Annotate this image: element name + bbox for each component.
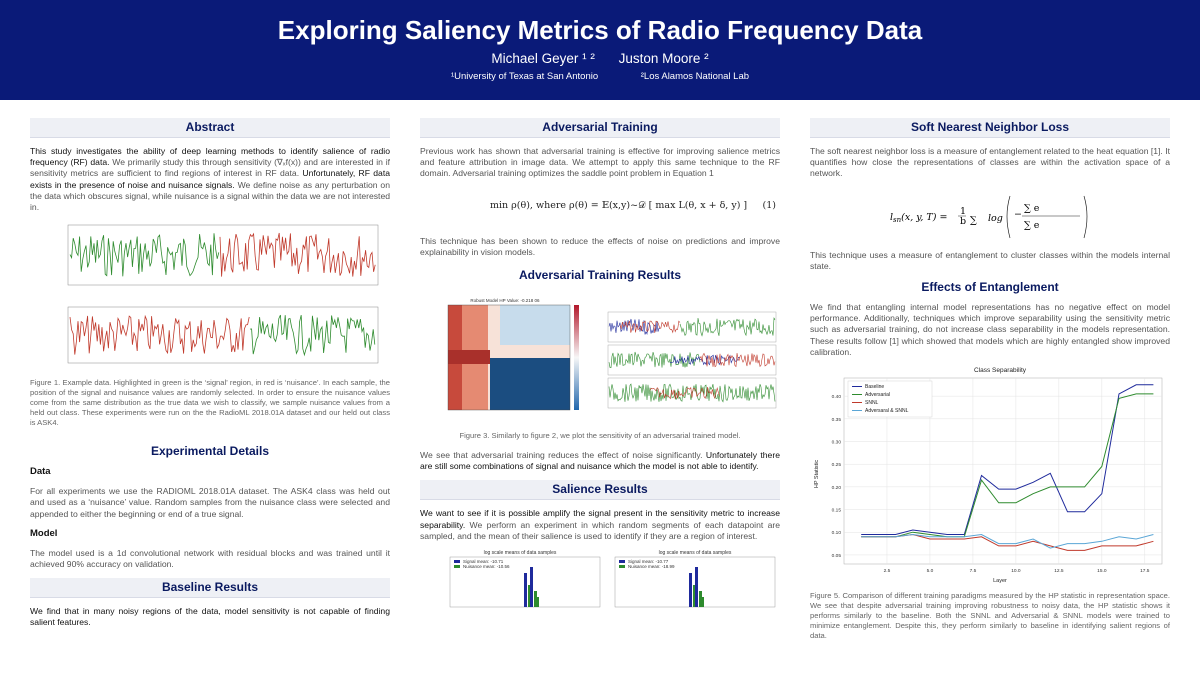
green-trace bbox=[680, 318, 775, 336]
entanglement-text: We find that entangling internal model representations has no negative effect on model performance. Additionally, techniques which improve separability using the sensitivity metric such as adversarial training, do not increase class separability in the models representation. These results follow [1] which showed that models which are highly entangled show improved calibration. bbox=[810, 302, 1170, 357]
abstract-text: This study investigates the ability of deep learning methods to identify salience of radio frequency (RF) data. We primarily study this through sensitivity (∇ₓf(x)) and are interested in if sensitivity metrics are sufficient to find regions of interest in RF data. Unfortunately, RF data exists in the presence of noise and nuisance signals. We define noise as any perturbation on the data which obscures signal, while nuisance is a signal within the data we are not interested in. bbox=[30, 146, 390, 213]
example-plot-2 bbox=[68, 307, 378, 363]
snnl-eq-minus: − bbox=[1014, 208, 1022, 220]
equation-body: min ρ(θ), where ρ(θ) = 𝔼(x,y)~𝒟 [ max L(θ, x + δ, y) ] bbox=[490, 199, 748, 211]
green-trace bbox=[609, 352, 700, 368]
histogram-bar bbox=[530, 567, 533, 607]
y-tick-label: 0.05 bbox=[831, 553, 841, 559]
salience-heading: Salience Results bbox=[420, 480, 780, 500]
y-tick-label: 0.10 bbox=[831, 531, 841, 537]
legend-label: Baseline bbox=[865, 384, 885, 391]
x-tick-label: 7.5 bbox=[969, 569, 977, 575]
snnl-heading: Soft Nearest Neighbor Loss bbox=[810, 118, 1170, 138]
author-2: Juston Moore ² bbox=[618, 51, 709, 66]
salience-text: We want to see if it is possible amplify the signal present in the sensitivity metric to increase separability. We perform an experiment in which random segments of each datapoint are sampled, and the mean of their salience is used to identify if they are a region of interest. bbox=[420, 508, 780, 541]
baseline-heading: Baseline Results bbox=[30, 578, 390, 598]
model-text: The model used is a 1d convolutional network with residual blocks and was trained until it achieved 90% accuracy on validation. bbox=[30, 547, 390, 570]
affiliation-2: ²Los Alamos National Lab bbox=[640, 71, 750, 82]
nuisance-trace bbox=[220, 233, 375, 277]
legend-swatch-signal bbox=[454, 560, 460, 563]
snnl-eq-numerator: ∑ e bbox=[1024, 202, 1040, 214]
y-tick-label: 0.25 bbox=[831, 463, 841, 469]
author-1: Michael Geyer ¹ ² bbox=[491, 51, 595, 66]
baseline-text: We find that in many noisy regions of the data, model sensitivity is not capable of finding salient features. bbox=[30, 606, 390, 628]
legend-label: SNNL bbox=[865, 400, 879, 407]
x-tick-label: 12.5 bbox=[1054, 569, 1064, 575]
poster-title: Exploring Saliency Metrics of Radio Frequency Data bbox=[277, 15, 923, 45]
snnl-equation bbox=[810, 186, 1170, 244]
sensitivity-heatmap bbox=[448, 298, 579, 410]
histogram-2-signal-label: Signal mean: -10.77 bbox=[628, 559, 669, 565]
snnl-text-2: This technique uses a measure of entanglement to cluster classes within the models internal state. bbox=[810, 249, 1170, 271]
plot-2-frame bbox=[68, 307, 378, 363]
figure-1-signal-plots bbox=[30, 223, 390, 371]
x-tick-label: 15.0 bbox=[1097, 569, 1107, 575]
histogram-1-title: log scale means of data samples bbox=[483, 550, 557, 557]
heatmap-title: Robust Model HP Value: -0.218 06 bbox=[470, 298, 540, 304]
adv-results-text: We see that adversarial training reduces the effect of noise significantly. Unfortunately there are still some combinations of signal and nuisance which the model is not able to identify. bbox=[420, 450, 780, 472]
histogram-2 bbox=[615, 550, 775, 607]
y-tick-label: 0.35 bbox=[831, 417, 841, 423]
legend-label: Adversarial bbox=[865, 392, 891, 399]
histogram-2-nuisance-label: Nuisance mean: -18.99 bbox=[628, 564, 675, 570]
y-tick-label: 0.20 bbox=[831, 485, 841, 491]
snnl-eq-right-paren bbox=[1084, 196, 1087, 238]
signal-trace bbox=[250, 315, 375, 355]
green-trace bbox=[609, 384, 775, 402]
legend-swatch-signal bbox=[619, 560, 625, 563]
signal-trace bbox=[70, 234, 219, 277]
heatmap-colorbar bbox=[574, 305, 579, 410]
y-tick-label: 0.15 bbox=[831, 508, 841, 514]
column-right bbox=[810, 118, 1170, 675]
column-middle bbox=[420, 118, 780, 675]
histogram-2-title: log scale means of data samples bbox=[658, 550, 732, 557]
adversarial-sensitivity-traces bbox=[608, 312, 776, 408]
experimental-heading: Experimental Details bbox=[150, 444, 270, 459]
snnl-eq-denominator: ∑ e bbox=[1024, 219, 1040, 231]
histogram-1-bars bbox=[524, 567, 539, 607]
adv-results-heading: Adversarial Training Results bbox=[518, 268, 682, 283]
chart-ylabel: HP Statistic bbox=[814, 459, 820, 489]
entanglement-heading: Effects of Entanglement bbox=[921, 280, 1059, 295]
affiliation-1: ¹University of Texas at San Antonio bbox=[450, 71, 599, 82]
histogram-1 bbox=[450, 550, 600, 607]
legend-swatch-nuisance bbox=[454, 565, 460, 568]
legend-label: Adversaral & SNNL bbox=[865, 408, 909, 415]
snnl-eq-log: log bbox=[988, 212, 1003, 224]
figure-3 bbox=[420, 290, 780, 420]
histogram-bar bbox=[536, 597, 539, 607]
equation-1 bbox=[420, 188, 780, 228]
snnl-text: The soft nearest neighbor loss is a measure of entanglement related to the heat equation [1]. It quantifies how close the representations of classes are within the activation space of a network. bbox=[810, 146, 1170, 179]
figure-5-caption: Figure 5. Comparison of different training paradigms measured by the HP statistic in representation space. We see that despite adversarial training improving robustness to noisy data, the HP statistic shows it performs similarly to the baseline. Both the SNNL and Adversarial & SNNL models were trained to minimize entanglement. Despite this, they perform similarly to baseline in identifying salient regions of data. bbox=[810, 591, 1170, 641]
chart-legend bbox=[848, 381, 932, 417]
snnl-equation-graphic bbox=[810, 186, 1170, 244]
x-tick-label: 10.0 bbox=[1011, 569, 1021, 575]
adversarial-text-2: This technique has been shown to reduce the effects of noise on predictions and improve explainability in vision models. bbox=[420, 235, 780, 257]
snnl-eq-left-paren bbox=[1007, 196, 1010, 238]
x-tick-label: 2.5 bbox=[883, 569, 891, 575]
affiliation-list bbox=[0, 71, 1200, 82]
abstract-heading: Abstract bbox=[30, 118, 390, 138]
y-tick-label: 0.30 bbox=[831, 440, 841, 446]
data-text: For all experiments we use the RADIOML 2018.01A dataset. The ASK4 class was held out and used as a ‘nuisance’ value. Random samples from the nuisance class were selected and appended to either the beginning or end of a true signal. bbox=[30, 486, 390, 519]
chart-xlabel: Layer bbox=[993, 578, 1007, 585]
chart-title: Class Separability bbox=[973, 367, 1027, 375]
snnl-eq-frac: 1 bbox=[960, 205, 967, 217]
snnl-eq-lhs: $l_{sn}(x$, y, T) = bbox=[890, 211, 948, 224]
heatmap-red-stripe bbox=[448, 350, 490, 364]
histogram-1-nuisance-label: Nuisance mean: -10.56 bbox=[463, 564, 510, 570]
series-line bbox=[861, 535, 1153, 551]
class-separability-chart bbox=[810, 364, 1170, 586]
histogram-2-bars bbox=[689, 567, 704, 607]
x-tick-label: 5.0 bbox=[926, 569, 934, 575]
adversarial-heading: Adversarial Training bbox=[420, 118, 780, 138]
histogram-bar bbox=[524, 573, 527, 607]
y-tick-label: 0.40 bbox=[831, 395, 841, 401]
example-plot-1 bbox=[68, 225, 378, 285]
equation-number: (1) bbox=[762, 199, 776, 211]
adversarial-text: Previous work has shown that adversarial training is effective for improving salience metrics and feature attribution in image data. We attempt to apply this same technique to the RF domain. Adversarial training optimizes the saddle point problem in Equation 1 bbox=[420, 146, 780, 179]
heatmap-dark-blue-block bbox=[490, 358, 570, 410]
figure-3-caption: Figure 3. Similarly to figure 2, we plot the sensitivity of an adversarial trained model. bbox=[459, 431, 741, 441]
model-subheading: Model bbox=[30, 527, 58, 539]
trace-frame-1 bbox=[608, 312, 776, 342]
histogram-bar bbox=[701, 597, 704, 607]
poster-header bbox=[0, 0, 1200, 100]
nuisance-trace bbox=[70, 316, 249, 355]
column-left bbox=[30, 118, 390, 675]
snnl-eq-frac-den: b bbox=[960, 215, 967, 227]
author-list bbox=[0, 51, 1200, 66]
histogram-1-signal-label: Signal mean: -10.71 bbox=[463, 559, 504, 565]
histogram-bar bbox=[689, 573, 692, 607]
salience-histograms bbox=[420, 548, 780, 608]
data-subheading: Data bbox=[30, 466, 51, 478]
x-tick-label: 17.5 bbox=[1140, 569, 1150, 575]
histogram-bar bbox=[695, 567, 698, 607]
figure-1-caption: Figure 1. Example data. Highlighted in green is the ‘signal’ region, in red is ‘nuisance’. In each sample, the position of the signal and nuisance values are randomly selected. In order to ensure the nuisance values come from the same distribution as the true data we wish to classify, we sample nuisance values from a held out class. These experiments were run on the the RadioML 2018.01A dataset and our held out class is ASK4. bbox=[30, 378, 390, 428]
legend-swatch-nuisance bbox=[619, 565, 625, 568]
heatmap-light-blue bbox=[500, 305, 570, 345]
snnl-eq-sum: ∑ bbox=[970, 214, 977, 226]
